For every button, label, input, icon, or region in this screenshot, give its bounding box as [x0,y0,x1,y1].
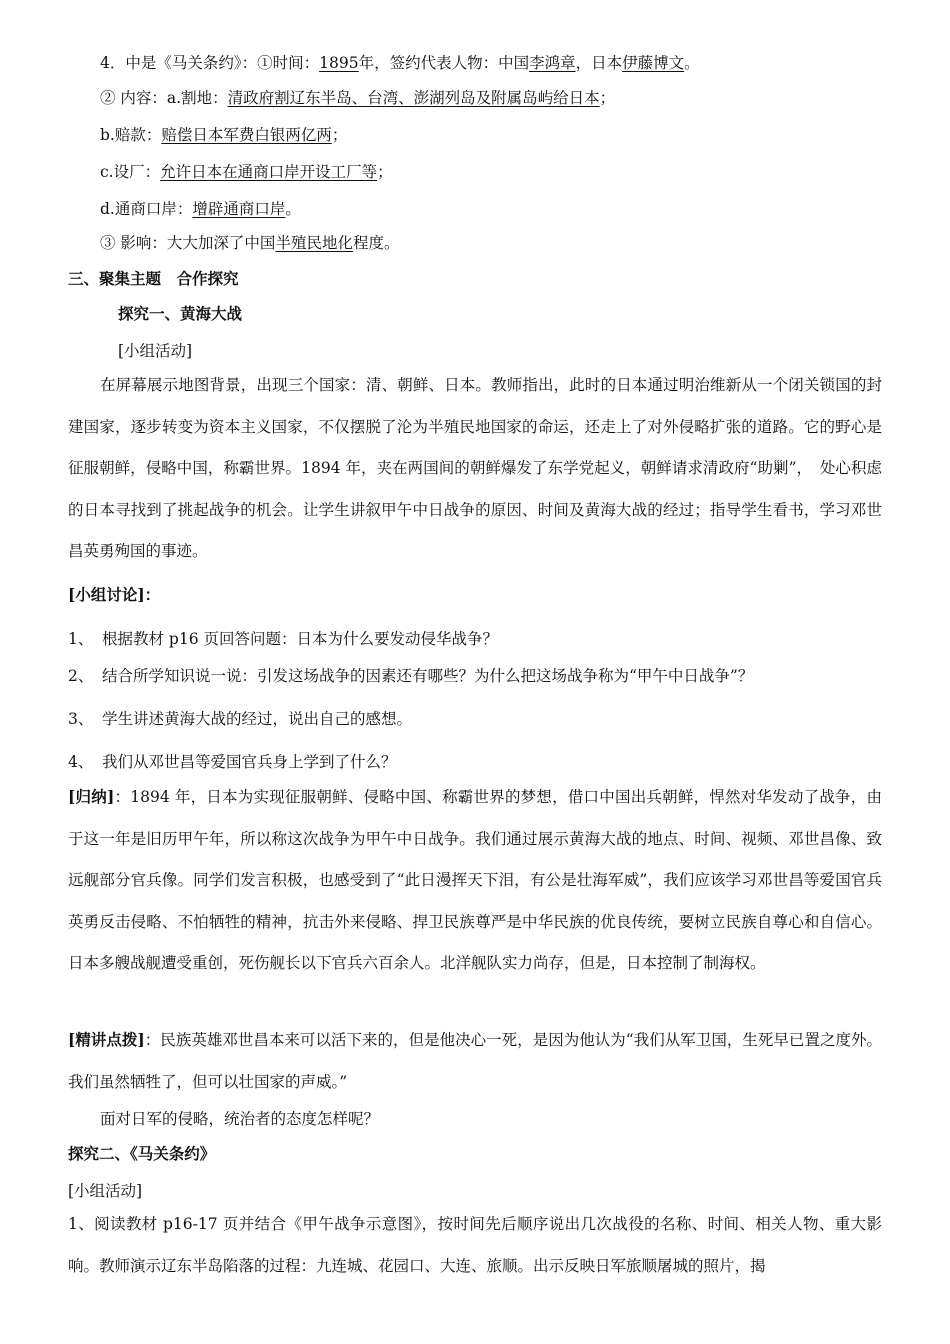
punctuation: ； [377,163,393,181]
treaty-year: 1895 [319,54,359,72]
question-item [68,665,753,687]
ports-label: d.通商口岸： [100,200,193,218]
question-number: 1、 [68,630,94,648]
key-point-paragraph [68,1019,882,1103]
transition-sentence: 面对日军的侵略，统治者的态度怎样呢？ [100,1110,380,1128]
punctuation: ； [599,89,616,107]
factories-content: 允许日本在通商口岸开设工厂等 [160,163,378,181]
question-number: 4、 [68,753,94,771]
chinese-representative: 李鸿章 [529,54,576,72]
activity2-paragraph: 1、阅读教材 p16-17 页并结合《甲午战争示意图》，按时间先后顺序说出几次战役的名称、时间、相关人物、重大影响。教师演示辽东半岛陷落的过程：九连城、花园口、大连、旅顺。出示反映日军旅顺屠城的照片，揭 [68,1215,882,1275]
factories-label: c.设厂： [100,163,161,181]
question-number: 3、 [68,710,94,728]
cession-label: ② 内容：a.割地： [100,89,228,107]
treaty-japan-label: ，日本 [575,54,623,72]
question-item [68,628,498,650]
punctuation: 程度。 [352,234,400,252]
discussion-label: [小组讨论]： [68,585,161,604]
punctuation: 。 [684,54,700,72]
treaty-line-impact [100,232,399,254]
summary-label: [归纳] [68,787,115,806]
ports-content: 增辟通商口岸 [192,200,286,218]
section-heading: 三、聚集主题 合作探究 [68,269,239,288]
impact-content: 半殖民地化 [275,234,353,252]
summary-paragraph [68,776,882,985]
question-text: 我们从邓世昌等爱国官兵身上学到了什么？ [102,753,397,771]
inquiry1-heading: 探究一、黄海大战 [118,304,243,323]
treaty-line-cession [100,87,615,109]
treaty-line-ports [100,198,301,220]
japanese-representative: 伊藤博文 [622,54,685,72]
treaty-rep-label: 年，签约代表人物：中国 [358,54,530,72]
question-text: 学生讲述黄海大战的经过，说出自己的感想。 [102,710,413,728]
treaty-time-label: 4．中是《马关条约》：①时间： [100,54,320,72]
group-activity-label-2: [小组活动] [68,1182,143,1200]
question-item [68,751,397,773]
treaty-line-time [100,52,700,74]
punctuation: ； [331,126,348,144]
question-text: 根据教材 p16 页回答问题：日本为什么要发动侵华战争？ [102,630,499,648]
indemnity-label: b.赔款： [100,126,162,144]
key-point-text: ：民族英雄邓世昌本来可以活下来的，但是他决心一死，是因为他认为“我们从军卫国，生死早已置之度外。我们虽然牺牲了，但可以壮国家的声威。” [68,1031,882,1091]
question-item [68,708,412,730]
punctuation: 。 [285,200,301,218]
cession-content: 清政府割辽东半岛、台湾、澎湖列岛及附属岛屿给日本 [227,89,600,107]
inquiry2-heading: 探究二、《马关条约》 [68,1144,216,1163]
question-text: 结合所学知识说一说：引发这场战争的因素还有哪些？为什么把这场战争称为“甲午中日战争”？ [102,667,754,685]
treaty-line-indemnity [100,124,347,146]
impact-label: ③ 影响：大大加深了中国 [100,234,276,252]
treaty-line-factories [100,161,393,183]
indemnity-content: 赔偿日本军费白银两亿两 [161,126,332,144]
group-activity-label: [小组活动] [118,342,193,360]
question-number: 2、 [68,667,94,685]
key-point-label: [精讲点拨] [68,1030,145,1049]
summary-text: ：1894 年，日本为实现征服朝鲜、侵略中国、称霸世界的梦想，借口中国出兵朝鲜，悍然对华发动了战争，由于这一年是旧历甲午年，所以称这次战争为甲午中日战争。我们通过展示黄海大战的地点、时间、视频、邓世昌像、致远舰部分官兵像。同学们发言积极，也感受到了“此日漫挥天下泪，有公是壮海军威”，我们应该学习邓世昌等爱国官兵英勇反击侵略、不怕牺牲的精神，抗击外来侵略、捍卫民族尊严是中华民族的优良传统，要树立民族自尊心和自信心。日本多艘战舰遭受重创，死伤舰长以下官兵六百余人。北洋舰队实力尚存，但是，日本控制了制海权。 [68,788,882,972]
activity-paragraph: 在屏幕展示地图背景，出现三个国家：清、朝鲜、日本。教师指出，此时的日本通过明治维新从一个闭关锁国的封建国家，逐步转变为资本主义国家，不仅摆脱了沦为半殖民地国家的命运，还走上了对外侵略扩张的道路。它的野心是征服朝鲜，侵略中国，称霸世界。1894 年，夹在两国间的朝鲜爆发了东学党起义，朝鲜请求清政府“助剿”， 处心积虑的日本寻找到了挑起战争的机会。让学生讲叙甲午中日战争的原因、时间及黄海大战的经过；指导学生看书，学习邓世昌英勇殉国的事迹。 [68,376,882,560]
